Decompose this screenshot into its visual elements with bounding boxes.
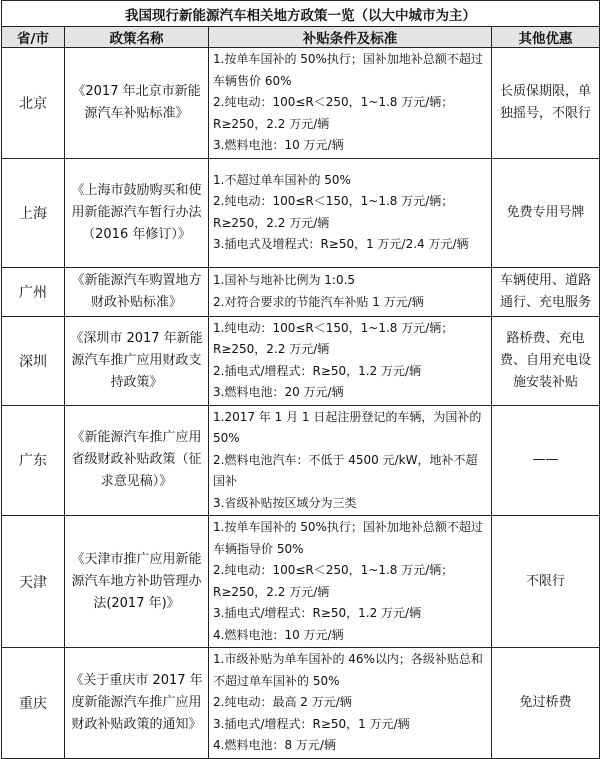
condition-item: 3.省级补贴按区域分为三类	[213, 495, 357, 510]
table-row	[2, 158, 600, 267]
condition-item: 1.按单车国补的 50%执行；国补加地补总额不超过车辆指导价 50%	[213, 520, 483, 556]
condition-item: 1.2017 年 1 月 1 日起注册登记的车辆，为国补的 50%	[213, 409, 482, 445]
policy-name-cell: 《上海市鼓励购买和使用新能源汽车暂行办法（2016 年修订）》	[65, 158, 209, 267]
conditions-cell	[209, 158, 492, 267]
policy-name-cell: 《关于重庆市 2017 年度新能源汽车推广应用财政补贴政策的通知》	[65, 648, 209, 759]
header-row	[2, 27, 600, 48]
condition-item: 2.对符合要求的节能汽车补贴 1 万元/辆	[213, 294, 424, 309]
table-row	[2, 316, 600, 405]
conditions-cell	[209, 48, 492, 159]
condition-item: 2.燃料电池汽车：不低于 4500 元/kW，地补不超国补	[213, 452, 478, 488]
condition-item: 1.纯电动：100≤R＜150，1~1.8 万元/辆；R≥250，2.2 万元/辆	[213, 320, 454, 356]
other-benefits-cell: 车辆使用、道路通行、充电服务	[492, 267, 600, 316]
policy-name-cell: 《天津市推广应用新能源汽车地方补助管理办法(2017 年)》	[65, 516, 209, 648]
city-cell: 天津	[2, 516, 65, 648]
other-benefits-cell: ——	[492, 405, 600, 516]
conditions-cell	[209, 316, 492, 405]
condition-item: 1.国补与地补比例为 1:0.5	[213, 273, 356, 287]
other-benefits-cell: 不限行	[492, 516, 600, 648]
condition-item: 3.插电式/增程式：R≥50，1.2 万元/辆	[213, 606, 422, 620]
other-benefits-cell: 免过桥费	[492, 648, 600, 759]
other-benefits-cell: 免费专用号牌	[492, 158, 600, 267]
condition-item: 2.纯电动：100≤R＜150，1~1.8 万元/辆；R≥250，2.2 万元/辆	[213, 194, 454, 230]
condition-item: 2.插电式/增程式：R≥50，1.2 万元/辆	[213, 363, 422, 378]
policy-name-cell: 《新能源汽车推广应用省级财政补贴政策（征求意见稿）》	[65, 405, 209, 516]
condition-item: 3.燃料电池：10 万元/辆	[213, 138, 344, 152]
table-row	[2, 267, 600, 316]
other-benefits-cell: 长质保期限，单独摇号，不限行	[492, 48, 600, 159]
condition-item: 2.纯电动：100≤R＜250，1~1.8 万元/辆；R≥250，2.2 万元/辆	[213, 95, 454, 131]
table-row	[2, 405, 600, 516]
condition-item: 3.插电式/增程式：R≥50，1 万元/辆	[213, 716, 410, 731]
condition-item: 3.插电式及增程式：R≥50，1 万元/2.4 万元/辆	[213, 237, 469, 251]
city-cell: 广州	[2, 267, 65, 316]
table-row	[2, 48, 600, 159]
policy-table	[1, 0, 600, 759]
city-cell: 深圳	[2, 316, 65, 405]
header-policy: 政策名称	[65, 27, 209, 48]
other-benefits-cell: 路桥费、充电费、自用充电设施安装补贴	[492, 316, 600, 405]
policy-name-cell: 《深圳市 2017 年新能源汽车推广应用财政支持政策》	[65, 316, 209, 405]
header-city: 省/市	[2, 27, 65, 48]
city-cell: 北京	[2, 48, 65, 159]
header-conditions: 补贴条件及标准	[209, 27, 492, 48]
policy-name-cell: 《新能源汽车购置地方财政补贴标准》	[65, 267, 209, 316]
condition-item: 2.纯电动：最高 2 万元/辆	[213, 695, 352, 709]
table-title: 我国现行新能源汽车相关地方政策一览（以大中城市为主）	[2, 1, 600, 27]
city-cell: 上海	[2, 158, 65, 267]
header-other: 其他优惠	[492, 27, 600, 48]
policy-name-cell: 《2017 年北京市新能源汽车补贴标准》	[65, 48, 209, 159]
condition-item: 4.燃料电池：8 万元/辆	[213, 738, 336, 752]
condition-item: 1.不超过单车国补的 50%	[213, 172, 351, 187]
conditions-cell	[209, 648, 492, 759]
condition-item: 2.纯电动：100≤R＜250，1~1.8 万元/辆；R≥250，2.2 万元/辆	[213, 563, 454, 599]
condition-item: 4.燃料电池：10 万元/辆	[213, 627, 344, 642]
city-cell: 重庆	[2, 648, 65, 759]
conditions-cell	[209, 516, 492, 648]
table-row	[2, 516, 600, 648]
title-row	[2, 1, 600, 27]
condition-item: 3.燃料电池：20 万元/辆	[213, 385, 344, 399]
condition-item: 1.市级补贴为单车国补的 46%以内；各级补贴总和不超过单车国补的 50%	[213, 652, 483, 688]
conditions-cell	[209, 267, 492, 316]
condition-item: 1.按单车国补的 50%执行；国补加地补总额不超过车辆售价 60%	[213, 52, 483, 88]
city-cell: 广东	[2, 405, 65, 516]
conditions-cell	[209, 405, 492, 516]
table-row	[2, 648, 600, 759]
